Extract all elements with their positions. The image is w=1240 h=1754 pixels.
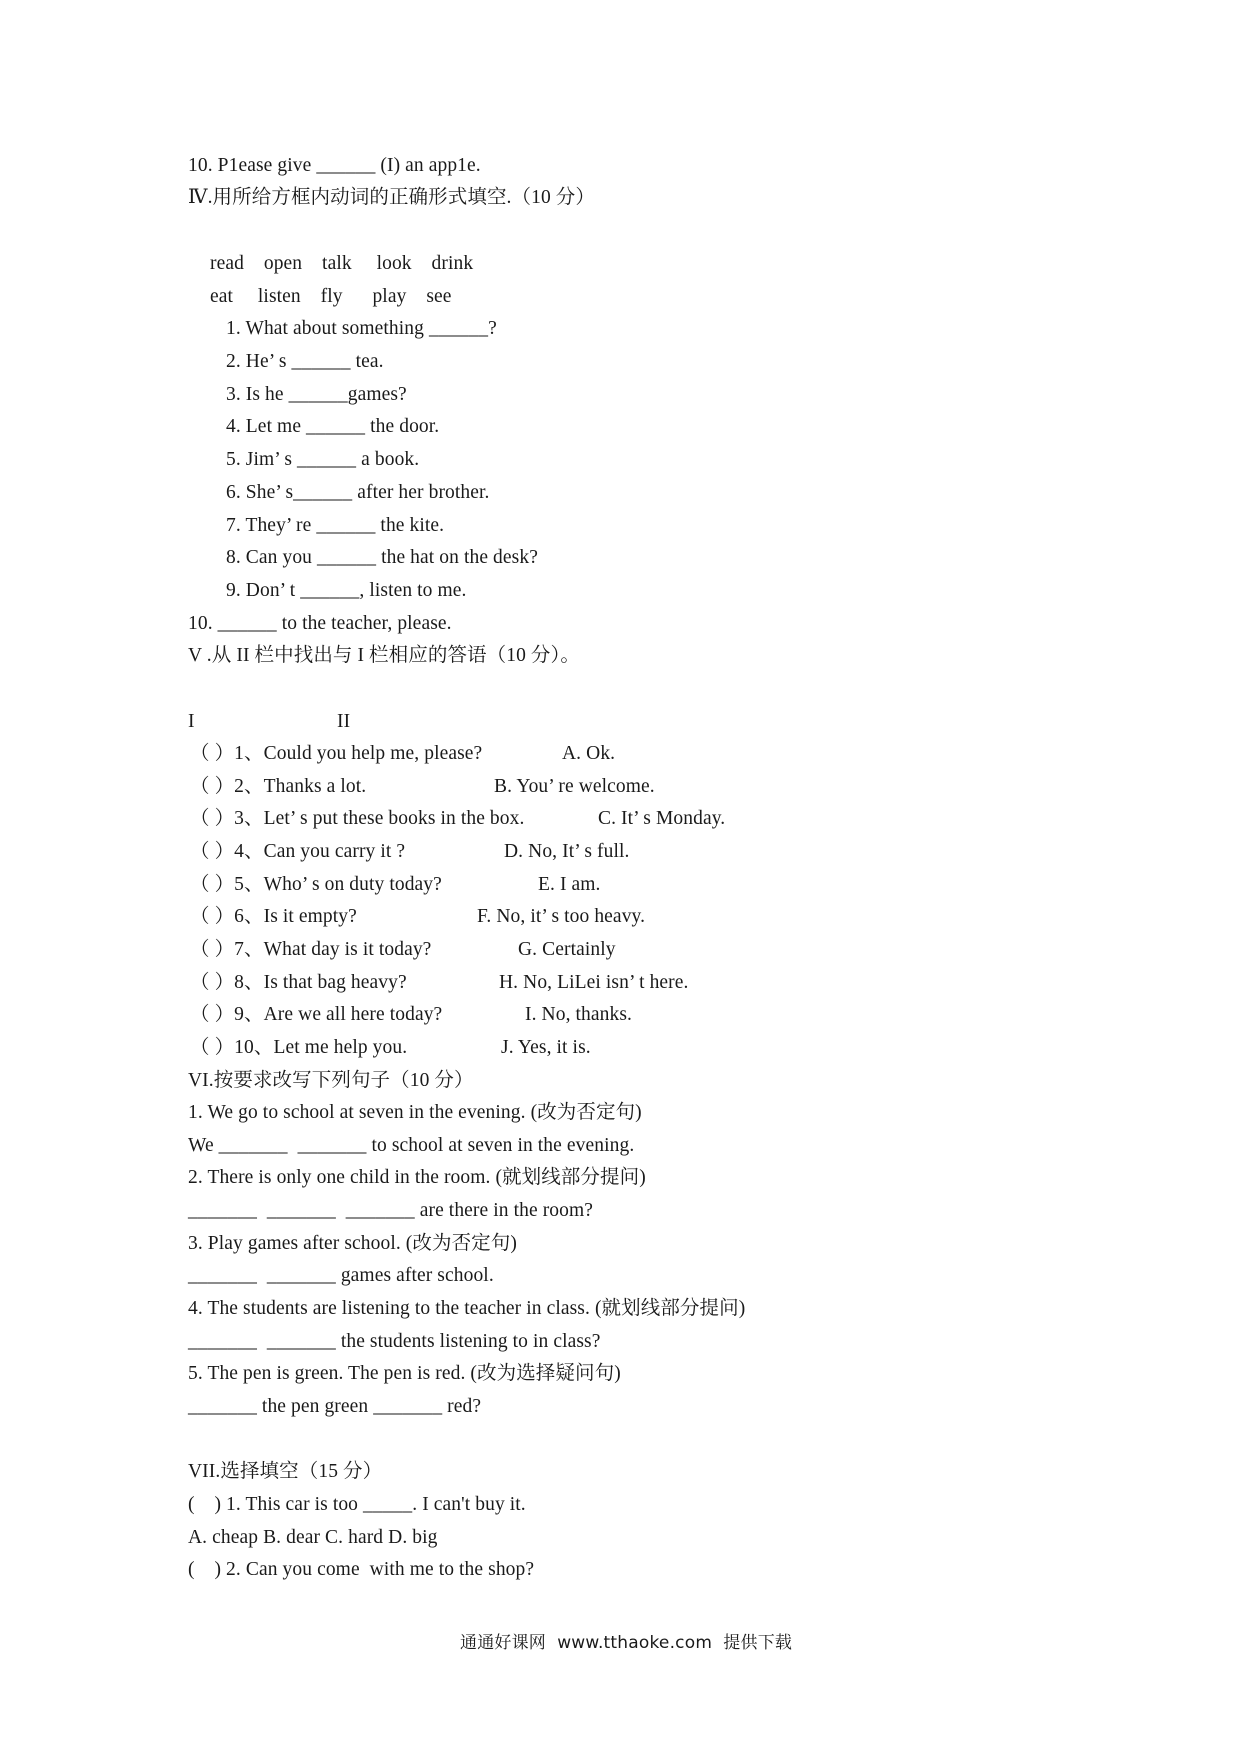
column-i-label: I: [188, 711, 195, 732]
section4-item: 6. She’ s______ after her brother.: [226, 482, 490, 503]
match-answer: C. It’ s Monday.: [598, 808, 726, 829]
section7-heading: VII.选择填空（15 分）: [188, 1461, 383, 1482]
section6-heading: VI.按要求改写下列句子（10 分）: [188, 1070, 474, 1091]
match-answer: G. Certainly: [518, 939, 616, 960]
match-question: （ ）9、Are we all here today?: [190, 1004, 443, 1025]
match-question: （ ）5、Who’ s on duty today?: [190, 874, 442, 895]
page-footer: 通通好课网 www.tthaoke.com 提供下载: [460, 1633, 793, 1653]
choice-line: A. cheap B. dear C. hard D. big: [188, 1527, 438, 1548]
section4-item: 2. He’ s ______ tea.: [226, 351, 384, 372]
match-answer: F. No, it’ s too heavy.: [477, 906, 646, 927]
rewrite-line: _______ _______ the students listening to in class?: [188, 1331, 601, 1352]
section4-item: 5. Jim’ s ______ a book.: [226, 449, 420, 470]
choice-line: ( ) 2. Can you come with me to the shop?: [188, 1559, 535, 1580]
match-question: （ ）3、Let’ s put these books in the box.: [190, 808, 525, 829]
match-question: （ ）7、What day is it today?: [190, 939, 432, 960]
match-answer: A. Ok.: [562, 743, 616, 764]
section4-item: 8. Can you ______ the hat on the desk?: [226, 547, 538, 568]
section4-heading: Ⅳ.用所给方框内动词的正确形式填空.（10 分）: [188, 187, 596, 208]
rewrite-line: We _______ _______ to school at seven in the evening.: [188, 1135, 635, 1156]
match-question: （ ）8、Is that bag heavy?: [190, 972, 407, 993]
match-answer: H. No, LiLei isn’ t here.: [499, 972, 689, 993]
rewrite-line: 3. Play games after school. (改为否定句): [188, 1233, 517, 1254]
match-answer: J. Yes, it is.: [501, 1037, 591, 1058]
match-answer: B. You’ re welcome.: [494, 776, 655, 797]
match-answer: E. I am.: [538, 874, 601, 895]
section4-item: 1. What about something ______?: [226, 318, 497, 339]
section4-item: 7. They’ re ______ the kite.: [226, 515, 445, 536]
rewrite-line: 2. There is only one child in the room. (就划线部分提问): [188, 1167, 646, 1188]
match-question: （ ）2、Thanks a lot.: [190, 776, 367, 797]
rewrite-line: 4. The students are listening to the teacher in class. (就划线部分提问): [188, 1298, 746, 1319]
section4-item: 4. Let me ______ the door.: [226, 416, 440, 437]
match-question: （ ）10、Let me help you.: [190, 1037, 408, 1058]
column-ii-label: II: [337, 711, 351, 732]
match-question: （ ）6、Is it empty?: [190, 906, 357, 927]
match-question: （ ）4、Can you carry it ?: [190, 841, 406, 862]
word-box-row-1: read open talk look drink: [210, 253, 474, 274]
match-question: （ ）1、Could you help me, please?: [190, 743, 483, 764]
match-answer: I. No, thanks.: [525, 1004, 633, 1025]
section4-item: 3. Is he ______games?: [226, 384, 407, 405]
rewrite-line: _______ the pen green _______ red?: [188, 1396, 482, 1417]
intro-line: 10. P1ease give ______ (I) an app1e.: [188, 155, 481, 176]
rewrite-line: 5. The pen is green. The pen is red. (改为选择疑问句): [188, 1363, 621, 1384]
rewrite-line: _______ _______ games after school.: [188, 1265, 494, 1286]
match-answer: D. No, It’ s full.: [504, 841, 630, 862]
rewrite-line: 1. We go to school at seven in the evening. (改为否定句): [188, 1102, 642, 1123]
rewrite-line: _______ _______ _______ are there in the room?: [188, 1200, 594, 1221]
section4-item: 10. ______ to the teacher, please.: [188, 613, 452, 634]
choice-line: ( ) 1. This car is too _____. I can't buy it.: [188, 1494, 526, 1515]
section4-item: 9. Don’ t ______, listen to me.: [226, 580, 467, 601]
word-box-row-2: eat listen fly play see: [210, 286, 452, 307]
section5-heading: V .从 II 栏中找出与 I 栏相应的答语（10 分）。: [188, 645, 580, 666]
